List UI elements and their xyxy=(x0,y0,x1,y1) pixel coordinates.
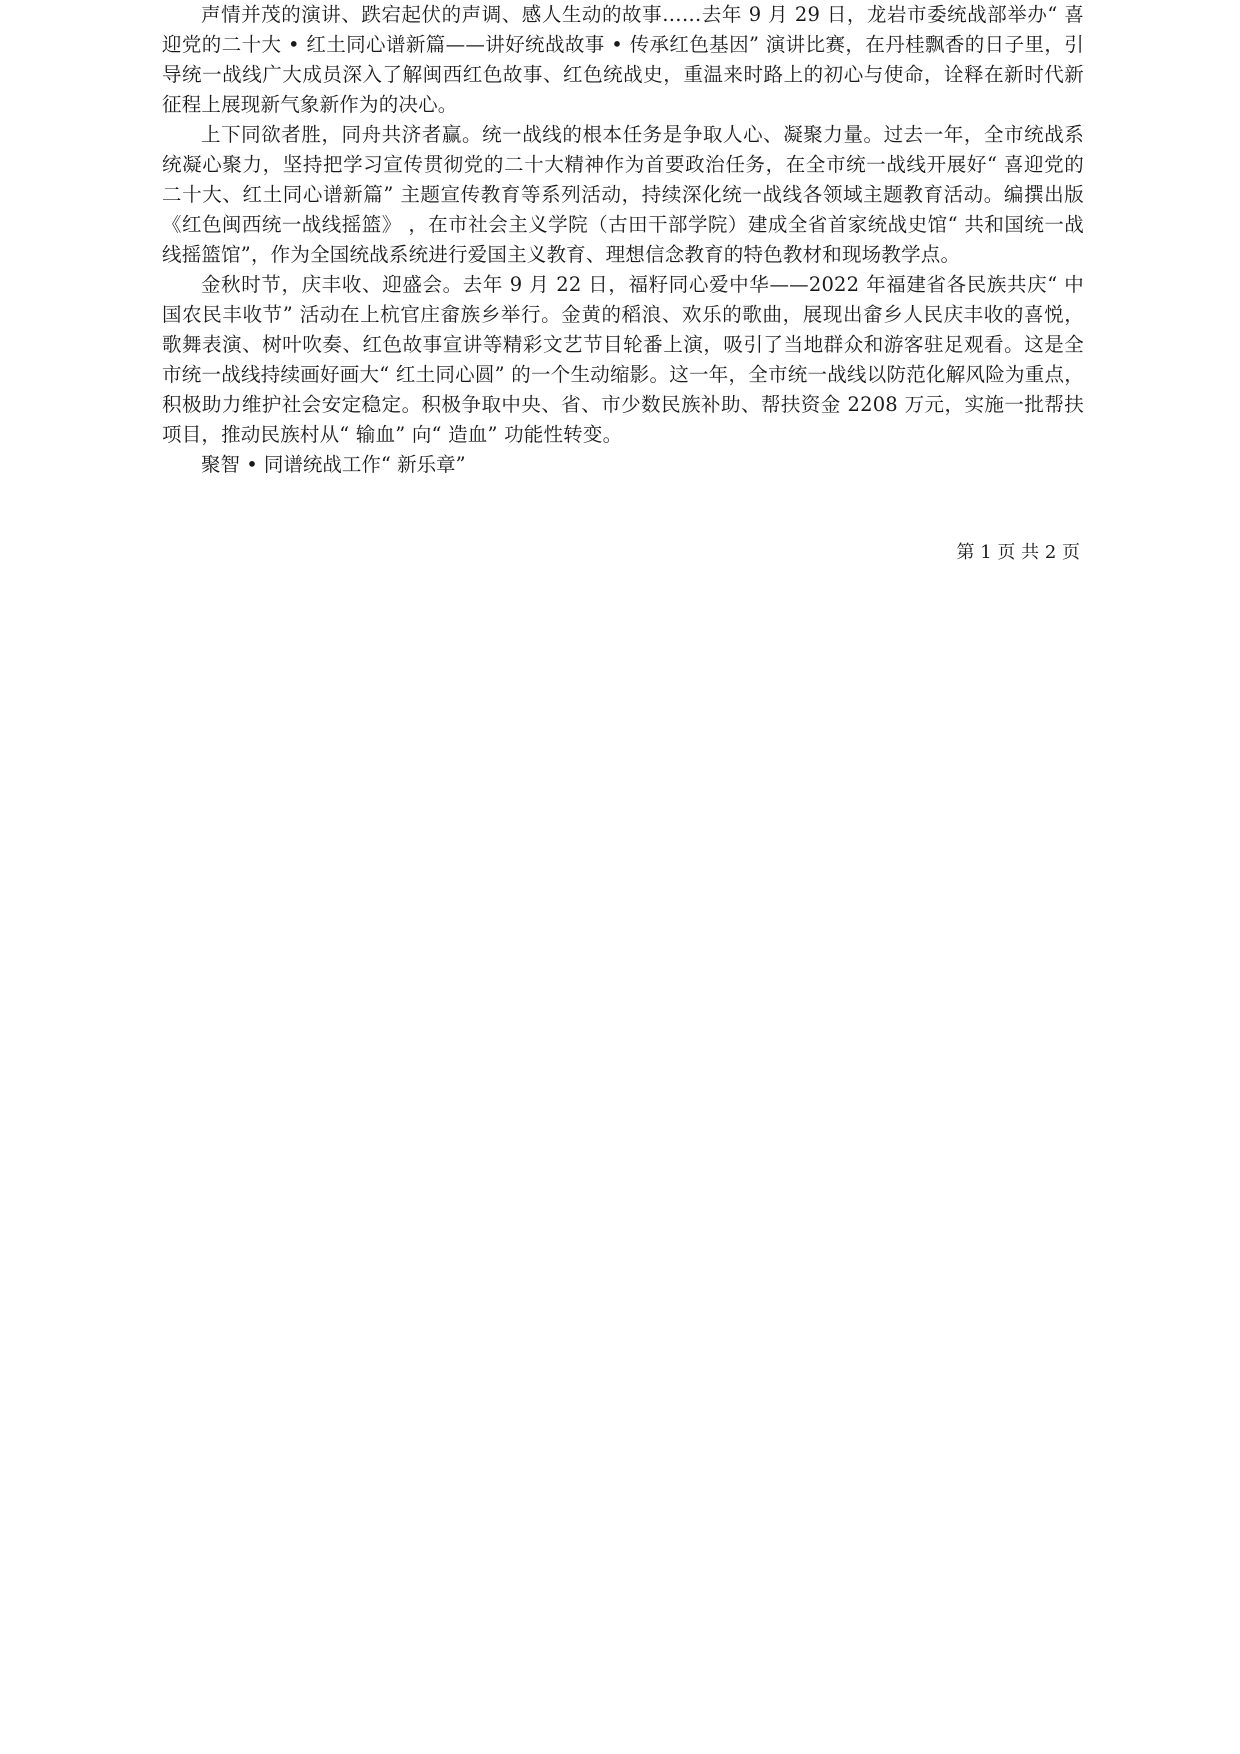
document-body xyxy=(162,0,1084,480)
page-number: 第 1 页 共 2 页 xyxy=(956,542,1080,563)
paragraph-united-front-education: 上下同欲者胜，同舟共济者赢。统一战线的根本任务是争取人心、凝聚力量。过去一年，全市统战系统凝心聚力，坚持把学习宣传贯彻党的二十大精神作为首要政治任务，在全市统一战线开展好“ 喜迎党的二十大、红土同心谱新篇” 主题宣传教育等系列活动，持续深化统一战线各领域主题教育活动。编撰出版《红色闽西统一战线摇篮》 ，在市社会主义学院（古田干部学院）建成全省首家统战史馆“ 共和国统一战线摇篮馆”，作为全国统战系统进行爱国主义教育、理想信念教育的特色教材和现场教学点。 xyxy=(162,123,1084,266)
section-subheading: 聚智 • 同谱统战工作“ 新乐章” xyxy=(201,453,466,476)
paragraph-event-speech-contest: 声情并茂的演讲、跌宕起伏的声调、感人生动的故事……去年 9 月 29 日，龙岩市委统战部举办“ 喜迎党的二十大 • 红土同心谱新篇——讲好统战故事 • 传承红色基因” 演讲比赛，在丹桂飘香的日子里，引导统一战线广大成员深入了解闽西红色故事、红色统战史，重温来时路上的初心与使命，诠释在新时代新征程上展现新气象新作为的决心。 xyxy=(162,3,1084,116)
paragraph-harvest-festival: 金秋时节，庆丰收、迎盛会。去年 9 月 22 日，福籽同心爱中华——2022 年福建省各民族共庆“ 中国农民丰收节” 活动在上杭官庄畲族乡举行。金黄的稻浪、欢乐的歌曲，展现出畲乡人民庆丰收的喜悦，歌舞表演、树叶吹奏、红色故事宣讲等精彩文艺节目轮番上演，吸引了当地群众和游客驻足观看。这是全市统一战线持续画好画大“ 红土同心圆” 的一个生动缩影。这一年，全市统一战线以防范化解风险为重点，积极助力维护社会安定稳定。积极争取中央、省、市少数民族补助、帮扶资金 2208 万元，实施一批帮扶项目，推动民族村从“ 输血” 向“ 造血” 功能性转变。 xyxy=(162,273,1084,446)
